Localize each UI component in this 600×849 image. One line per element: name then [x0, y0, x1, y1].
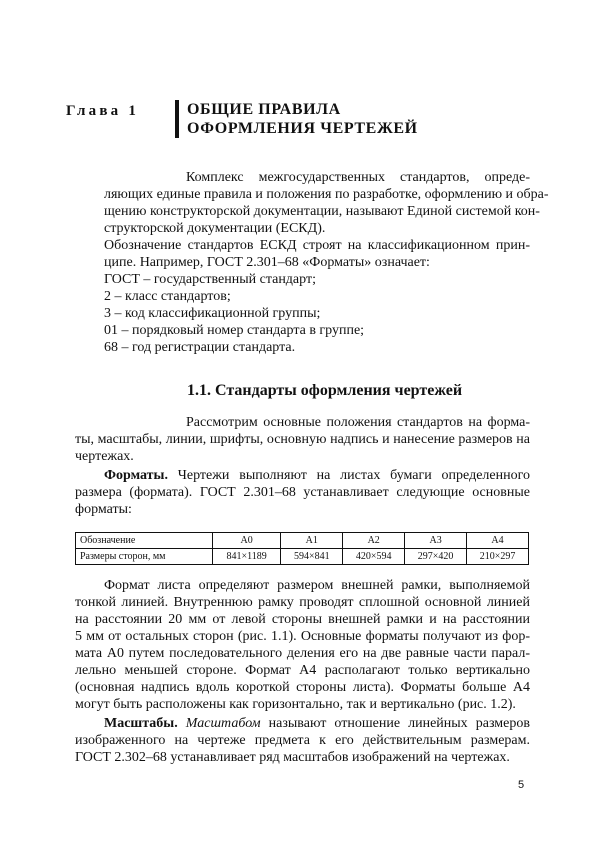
scales-italic-term: Масштабом [177, 716, 261, 731]
chapter-title-line-2: ОФОРМЛЕНИЯ ЧЕРТЕЖЕЙ [187, 120, 418, 137]
formats-paragraph-line [104, 467, 530, 484]
scales-paragraph-line: ГОСТ 2.302–68 устанавливает ряд масштабов изображений на чертежах. [75, 750, 510, 765]
table-cell: Размеры сторон, мм [76, 549, 213, 565]
chapter-label: Глава 1 [66, 103, 140, 119]
formats-paragraph-line: форматы: [75, 502, 132, 517]
body-line: мата А0 путем последовательного деления его на две равные части парал- [75, 646, 530, 661]
scales-paragraph-line [104, 715, 530, 732]
section-p1-line: Рассмотрим основные положения стандартов на форма- [186, 415, 530, 430]
section-p1-line: ты, масштабы, линии, шрифты, основную надпись и нанесение размеров на [75, 432, 530, 447]
table-cell: 841×1189 [213, 549, 281, 565]
table-cell: Обозначение [76, 533, 213, 549]
scales-paragraph-line: изображенного на чертеже предмета к его действительным размерам. [75, 733, 530, 748]
formats-text: Чертежи выполняют на листах бумаги определенного [167, 468, 530, 483]
intro-p2-line: Обозначение стандартов ЕСКД строят на классификационном прин- [104, 238, 530, 253]
table-cell: 297×420 [405, 549, 467, 565]
body-line: могут быть расположены как горизонтально, так и вертикально (рис. 1.2). [75, 697, 516, 712]
formats-paragraph-line: размера (формата). ГОСТ 2.301–68 устанавливает следующие основные [75, 485, 530, 500]
table-cell: А1 [281, 533, 343, 549]
list-item: 01 – порядковый номер стандарта в группе; [104, 323, 365, 338]
chapter-divider-bar [175, 100, 179, 138]
scales-term: Масштабы. [104, 716, 178, 731]
formats-table [75, 532, 529, 565]
body-line: 5 мм от остальных сторон (рис. 1.1). Основные форматы получают из фор- [75, 629, 530, 644]
chapter-title [187, 100, 418, 138]
scales-text: называют отношение линейных размеров [260, 716, 530, 731]
intro-p1-line: структорской документации (ЕСКД). [104, 221, 326, 236]
intro-p2-line: ципе. Например, ГОСТ 2.301–68 «Форматы» означает: [104, 255, 430, 270]
list-item: 68 – год регистрации стандарта. [104, 340, 296, 355]
list-item: 3 – код классификационной группы; [104, 306, 321, 321]
list-item: ГОСТ – государственный стандарт; [104, 272, 316, 287]
chapter-title-line-1: ОБЩИЕ ПРАВИЛА [187, 101, 341, 118]
formats-term: Форматы. [104, 468, 168, 483]
intro-p1-line: Комплекс межгосударственных стандартов, опреде- [186, 170, 530, 185]
table-cell: А0 [213, 533, 281, 549]
body-line: тонкой линией. Внутреннюю рамку проводят сплошной основной линией [75, 595, 530, 610]
intro-p1-line: ляющих единые правила и положения по разработке, оформлению и обра- [104, 187, 549, 202]
body-line: лельно меньшей стороне. Формат А4 располагают только вертикально [75, 663, 530, 678]
table-row [76, 533, 529, 549]
intro-p1-line: щению конструкторской документации, называют Единой системой кон- [104, 204, 540, 219]
list-item: 2 – класс стандартов; [104, 289, 231, 304]
table-cell: А3 [405, 533, 467, 549]
table-cell: А2 [343, 533, 405, 549]
body-line: (основная надпись вдоль короткой стороны листа). Форматы больше А4 [75, 680, 530, 695]
table-cell: 420×594 [343, 549, 405, 565]
body-line: на расстоянии 20 мм от левой стороны внешней рамки и на расстоянии [75, 612, 530, 627]
body-line: Формат листа определяют размером внешней рамки, выполняемой [104, 578, 530, 593]
table-cell: 594×841 [281, 549, 343, 565]
page-number: 5 [518, 779, 525, 791]
table-row [76, 549, 529, 565]
table-cell: 210×297 [467, 549, 529, 565]
section-p1-line: чертежах. [75, 449, 134, 464]
section-heading: 1.1. Стандарты оформления чертежей [187, 382, 463, 399]
table-cell: А4 [467, 533, 529, 549]
